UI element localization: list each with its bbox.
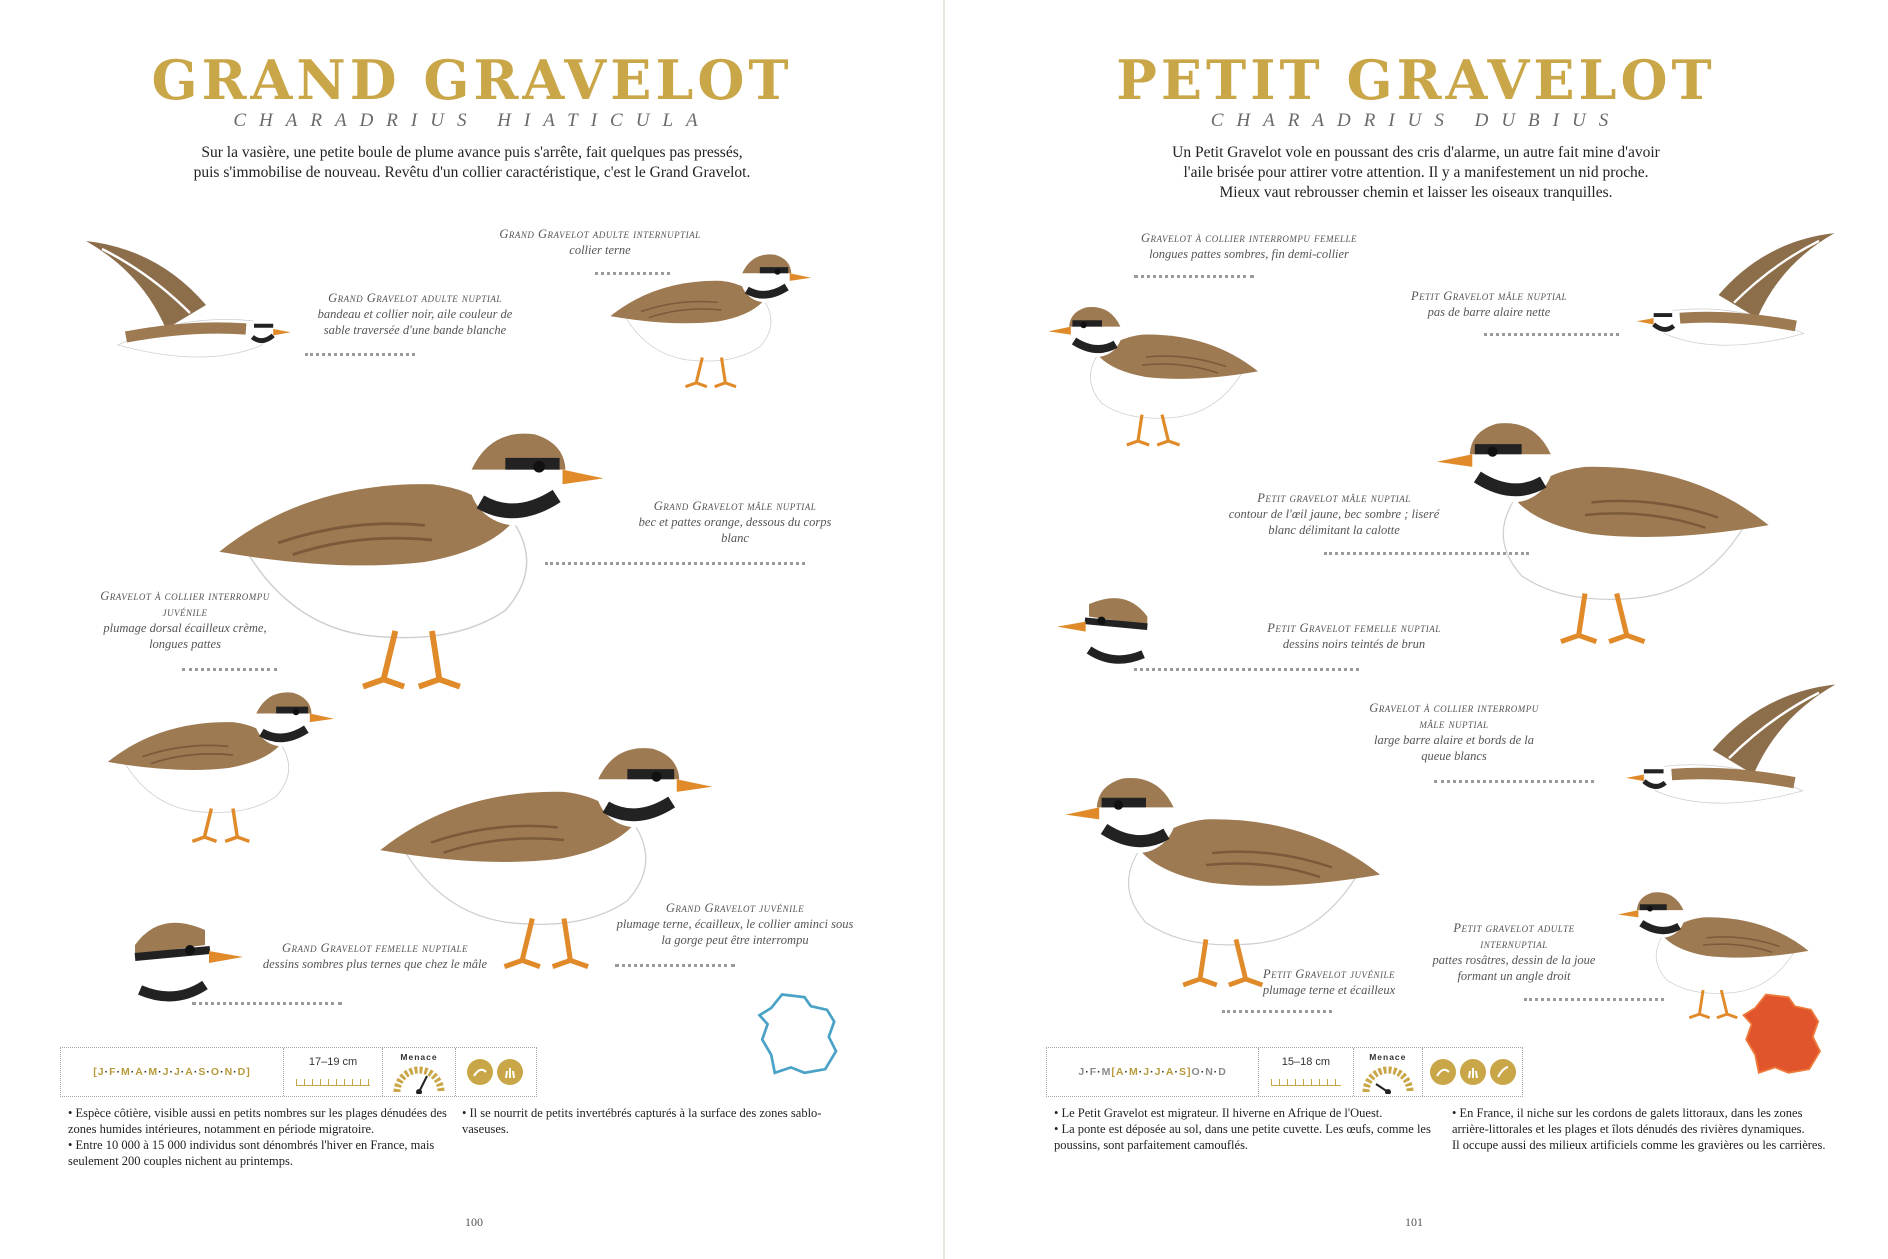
- month: N: [224, 1066, 234, 1078]
- flying-plover-illustration: [1604, 660, 1854, 840]
- caption: [1244, 966, 1414, 998]
- distribution-map: [1739, 990, 1829, 1080]
- caption: [625, 498, 845, 546]
- intro-text: [0, 143, 944, 183]
- notes-column: [462, 1105, 852, 1137]
- standing-plover-illustration: [1414, 365, 1794, 665]
- month: O: [1191, 1066, 1201, 1078]
- caption-title: Grand Gravelot adulte internuptial: [499, 227, 701, 241]
- distribution-map: [750, 990, 850, 1080]
- month: F: [1089, 1066, 1098, 1078]
- wetland-habitat-icon: [1460, 1059, 1486, 1085]
- intro-line: Sur la vasière, une petite boule de plume avance puis s'arrête, fait quelques pas pressés,: [201, 144, 743, 161]
- wetland-habitat-icon: [497, 1059, 523, 1085]
- caption-desc: longues pattes sombres, fin demi-collier: [1149, 247, 1349, 261]
- caption: [1384, 288, 1594, 320]
- intro-line: l'aile brisée pour attirer votre attention. Il y a manifestement un nid proche.: [1183, 164, 1649, 181]
- month: M: [148, 1066, 159, 1078]
- caption: [1364, 700, 1544, 764]
- leader-line: [1524, 998, 1664, 1001]
- intro-line: Mieux vaut rebrousser chemin et laisser les oiseaux tranquilles.: [1219, 184, 1613, 201]
- page-number: 101: [1405, 1215, 1423, 1229]
- caption-desc: plumage dorsal écailleux crème, longues pattes: [103, 621, 267, 651]
- caption-desc: collier terne: [569, 243, 631, 257]
- river-habitat-icon: [1490, 1059, 1516, 1085]
- standing-plover-illustration: [1034, 255, 1274, 475]
- caption-title: Petit gravelot mâle nuptial: [1257, 491, 1411, 505]
- month-bracket: ]: [246, 1066, 251, 1078]
- caption-title: Petit Gravelot mâle nuptial: [1410, 289, 1568, 303]
- habitat-cell: [456, 1048, 534, 1096]
- size-cell: [284, 1048, 383, 1096]
- caption-desc: plumage terne, écailleux, le collier aminci sous la gorge peut être interrompu: [616, 917, 854, 947]
- caption: [1424, 920, 1604, 984]
- leader-line: [1134, 275, 1254, 278]
- leader-line: [182, 668, 277, 671]
- caption-desc: plumage terne et écailleux: [1262, 983, 1396, 997]
- leader-line: [595, 272, 670, 275]
- month: D: [237, 1066, 247, 1078]
- month: J: [173, 1066, 181, 1078]
- month-bracket: ]: [1187, 1066, 1192, 1078]
- month: J: [1143, 1066, 1151, 1078]
- size-ruler: [1271, 1079, 1340, 1086]
- plover-head-illustration: [100, 895, 250, 1015]
- caption-title: Petit gravelot adulte internuptial: [1453, 921, 1575, 951]
- caption: [1244, 620, 1464, 652]
- intro-text: [944, 143, 1888, 203]
- month: S: [1179, 1066, 1188, 1078]
- menace-label: Menace: [400, 1052, 438, 1062]
- caption-desc: dessins sombres plus ternes que chez le mâle: [262, 957, 488, 971]
- month: M: [1101, 1066, 1112, 1078]
- month: A: [1115, 1066, 1125, 1078]
- coast-habitat-icon: [467, 1059, 493, 1085]
- leader-line: [615, 964, 735, 967]
- right-page: [944, 0, 1888, 1259]
- caption-desc: contour de l'œil jaune, bec sombre ; liseré blanc délimitant la calotte: [1228, 507, 1440, 537]
- notes-column: [1054, 1105, 1434, 1153]
- note-item: • Il se nourrit de petits invertébrés capturés à la surface des zones sablo-vaseuses.: [462, 1106, 822, 1136]
- caption-title: Petit Gravelot femelle nuptial: [1267, 621, 1441, 635]
- leader-line: [192, 1002, 342, 1005]
- standing-plover-illustration: [85, 660, 355, 850]
- caption: [1124, 230, 1374, 262]
- flying-plover-illustration: [1614, 210, 1854, 380]
- caption-title: Grand Gravelot juvénile: [665, 901, 805, 915]
- note-item: • La ponte est déposée au sol, dans une petite cuvette. Les œufs, comme les poussins, sont parfaitement camouflés.: [1054, 1122, 1431, 1152]
- intro-line: puis s'immobilise de nouveau. Revêtu d'un collier caractéristique, c'est le Grand Gravelot.: [193, 164, 751, 181]
- month: A: [1165, 1066, 1175, 1078]
- month: A: [135, 1066, 144, 1078]
- caption: [255, 940, 495, 972]
- month: J: [1078, 1066, 1086, 1078]
- month: D: [1218, 1066, 1227, 1078]
- month-bracket: [: [93, 1066, 98, 1078]
- caption-desc: bec et pattes orange, dessous du corps blanc: [638, 515, 832, 545]
- info-bar: [60, 1047, 537, 1097]
- month-bracket: [: [1111, 1066, 1116, 1078]
- caption-title: Gravelot à collier interrompu juvénile: [100, 589, 270, 619]
- page-title: GRAND GRAVELOT: [151, 48, 793, 112]
- leader-line: [1434, 780, 1594, 783]
- leader-line: [1484, 333, 1619, 336]
- month: M: [121, 1066, 131, 1078]
- caption-desc: bandeau et collier noir, aile couleur de sable traversée d'une bande blanche: [317, 307, 513, 337]
- intro-line: Un Petit Gravelot vole en poussant des cris d'alarme, un autre fait mine d'avoir: [1172, 144, 1660, 161]
- month: A: [185, 1066, 194, 1078]
- note-item: • Entre 10 000 à 15 000 individus sont dénombrés l'hiver en France, mais seulement 200 couples nichent au printemps.: [68, 1138, 435, 1168]
- caption-title: Gravelot à collier interrompu femelle: [1140, 231, 1358, 245]
- leader-line: [545, 562, 805, 565]
- leader-line: [1222, 1010, 1332, 1013]
- plover-head-illustration: [1054, 575, 1174, 675]
- caption: [470, 226, 730, 258]
- menace-gauge-icon: [391, 1064, 447, 1094]
- month: F: [109, 1066, 117, 1078]
- leader-line: [1134, 668, 1359, 671]
- leader-line: [305, 353, 415, 356]
- size-value: 17–19 cm: [308, 1056, 358, 1068]
- month: J: [162, 1066, 170, 1078]
- habitat-cell: [1423, 1048, 1522, 1096]
- note-item: • En France, il niche sur les cordons de galets littoraux, dans les zones arrière-littorales et les plages et îlots dénudés des rivières dynamiques.: [1452, 1106, 1805, 1136]
- note-item: • Espèce côtière, visible aussi en petits nombres sur les plages dénudées des zones humides intérieures, notamment en période migratoire.: [68, 1106, 447, 1136]
- presence-months: [ J · F · M · A · M · J · J · A · S · O · N · D ]: [61, 1048, 284, 1096]
- caption: [305, 290, 525, 338]
- note-item: Il occupe aussi des milieux artificiels comme les gravières ou les carrières.: [1452, 1138, 1826, 1152]
- caption-desc: dessins noirs teintés de brun: [1282, 637, 1426, 651]
- note-item: • Le Petit Gravelot est migrateur. Il hiverne en Afrique de l'Ouest.: [1054, 1106, 1383, 1120]
- page-number: 100: [465, 1215, 483, 1229]
- size-cell: [1259, 1048, 1353, 1096]
- month: J: [1154, 1066, 1162, 1078]
- caption: [1224, 490, 1444, 538]
- month: M: [1128, 1066, 1139, 1078]
- caption: [95, 588, 275, 652]
- caption-desc: pas de barre alaire nette: [1427, 305, 1551, 319]
- caption-title: Grand Gravelot adulte nuptial: [328, 291, 502, 305]
- caption-title: Gravelot à collier interrompu mâle nuptial: [1369, 701, 1539, 731]
- caption-desc: pattes rosâtres, dessin de la joue formant un angle droit: [1432, 953, 1596, 983]
- month: N: [1205, 1066, 1214, 1078]
- menace-gauge-icon: [1360, 1064, 1416, 1094]
- scientific-name: CHARADRIUS HIATICULA: [233, 110, 711, 131]
- notes-column: [1452, 1105, 1832, 1153]
- caption-title: Petit Gravelot juvénile: [1263, 967, 1395, 981]
- caption-title: Grand Gravelot femelle nuptiale: [282, 941, 468, 955]
- page-title: PETIT GRAVELOT: [1116, 48, 1716, 112]
- menace-cell: [1354, 1048, 1424, 1096]
- menace-cell: [383, 1048, 456, 1096]
- month: S: [198, 1066, 207, 1078]
- coast-habitat-icon: [1430, 1059, 1456, 1085]
- size-value: 15–18 cm: [1281, 1056, 1331, 1068]
- caption: [615, 900, 855, 948]
- info-bar: [1046, 1047, 1523, 1097]
- presence-months: J · F · M [ A · M · J · J · A · S ] O · N · D: [1047, 1048, 1259, 1096]
- size-ruler: [296, 1079, 370, 1086]
- caption-desc: large barre alaire et bords de la queue blancs: [1374, 733, 1534, 763]
- scientific-name: CHARADRIUS DUBIUS: [1210, 110, 1622, 131]
- menace-label: Menace: [1369, 1052, 1407, 1062]
- month: O: [210, 1066, 221, 1078]
- caption-title: Grand Gravelot mâle nuptial: [653, 499, 817, 513]
- leader-line: [1324, 552, 1529, 555]
- notes-column: [68, 1105, 448, 1169]
- month: J: [97, 1066, 105, 1078]
